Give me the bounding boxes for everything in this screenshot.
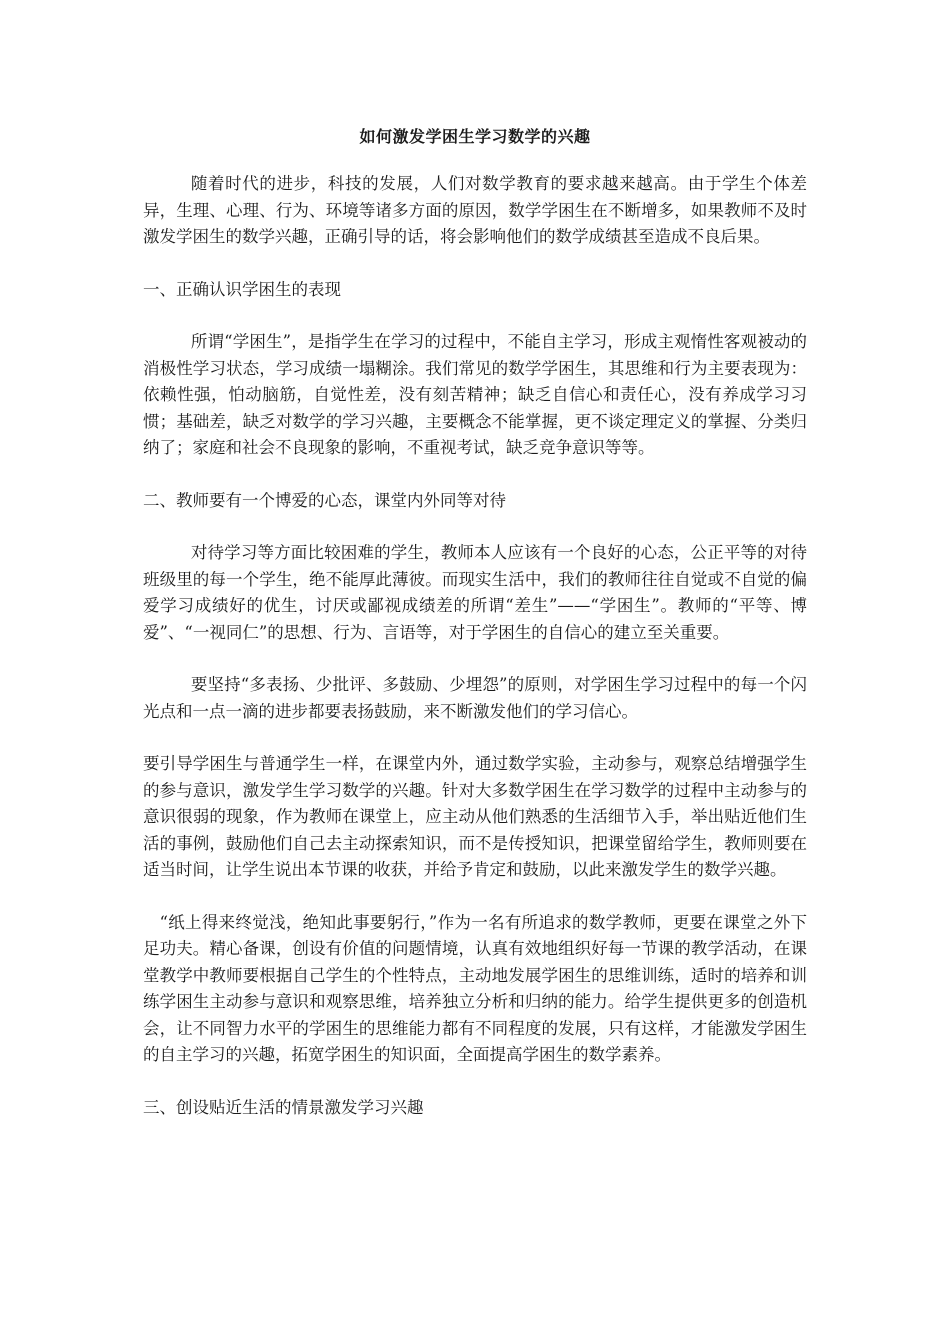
section-2-paragraph-4: “纸上得来终觉浅，绝知此事要躬行，”作为一名有所追求的数学教师，更要在课堂之外下足功夫。精心备课，创设有价值的问题情境，认真有效地组织好每一节课的教学活动，在课堂教学中教师要根据自己学生的个性特点，主动地发展学困生的思维训练，适时的培养和训练学困生主动参与意识和观察思维，培养独立分析和归纳的能力。给学生提供更多的创造机会，让不同智力水平的学困生的思维能力都有不同程度的发展，只有这样，才能激发学困生的自主学习的兴趣，拓宽学困生的知识面，全面提高学困生的数学素养。 xyxy=(143,912,807,1064)
intro-paragraph: 随着时代的进步，科技的发展，人们对数学教育的要求越来越高。由于学生个体差异，生理、心理、行为、环境等诸多方面的原因，数学学困生在不断增多，如果教师不及时激发学困生的数学兴趣，正确引导的话，将会影响他们的数学成绩甚至造成不良后果。 xyxy=(143,174,807,246)
spacer xyxy=(143,646,807,672)
section-2-paragraph-2: 要坚持“多表扬、少批评、多鼓励、少埋怨”的原则，对学困生学习过程中的每一个闪光点和一点一滴的进步都要表扬鼓励，来不断激发他们的学习信心。 xyxy=(143,675,807,721)
section-2-heading: 二、教师要有一个博爱的心态，课堂内外同等对待 xyxy=(143,490,506,510)
section-3-heading: 三、创设贴近生活的情景激发学习兴趣 xyxy=(143,1097,424,1117)
section-1-heading: 一、正确认识学困生的表现 xyxy=(143,279,341,299)
spacer xyxy=(143,884,807,910)
document-title: 如何激发学困生学习数学的兴趣 xyxy=(359,127,591,146)
section-2-paragraph-3: 要引导学困生与普通学生一样，在课堂内外，通过数学实验，主动参与，观察总结增强学生的参与意识，激发学生学习数学的兴趣。针对大多数学困生在学习数学的过程中主动参与的意识很弱的现象，作为教师在课堂上，应主动从他们熟悉的生活细节入手，举出贴近他们生活的事例，鼓励他们自己去主动探索知识，而不是传授知识，把课堂留给学生，教师则要在适当时间，让学生说出本节课的收获，并给予肯定和鼓励，以此来激发学生的数学兴趣。 xyxy=(143,754,807,879)
spacer xyxy=(143,251,807,277)
spacer xyxy=(143,725,807,751)
spacer xyxy=(143,462,807,488)
section-1-paragraph: 所谓“学困生”，是指学生在学习的过程中，不能自主学习，形成主观惰性客观被动的消极性学习状态，学习成绩一塌糊涂。我们常见的数学学困生，其思维和行为主要表现为：依赖性强，怕动脑筋，自觉性差，没有刻苦精神；缺乏自信心和责任心，没有养成学习习惯；基础差，缺乏对数学的学习兴趣，主要概念不能掌握，更不谈定理定义的掌握、分类归纳了；家庭和社会不良现象的影响，不重视考试，缺乏竞争意识等等。 xyxy=(143,332,807,457)
spacer xyxy=(143,514,807,540)
section-2-paragraph-1: 对待学习等方面比较困难的学生，教师本人应该有一个良好的心态，公正平等的对待班级里的每一个学生，绝不能厚此薄彼。而现实生活中，我们的教师往往自觉或不自觉的偏爱学习成绩好的优生，讨厌或鄙视成绩差的所谓“差生”——“学困生”。教师的“平等、博爱”、“一视同仁”的思想、行为、言语等，对于学困生的自信心的建立至关重要。 xyxy=(143,543,807,642)
document-page xyxy=(143,125,807,1121)
spacer xyxy=(143,1069,807,1095)
spacer xyxy=(143,303,807,329)
